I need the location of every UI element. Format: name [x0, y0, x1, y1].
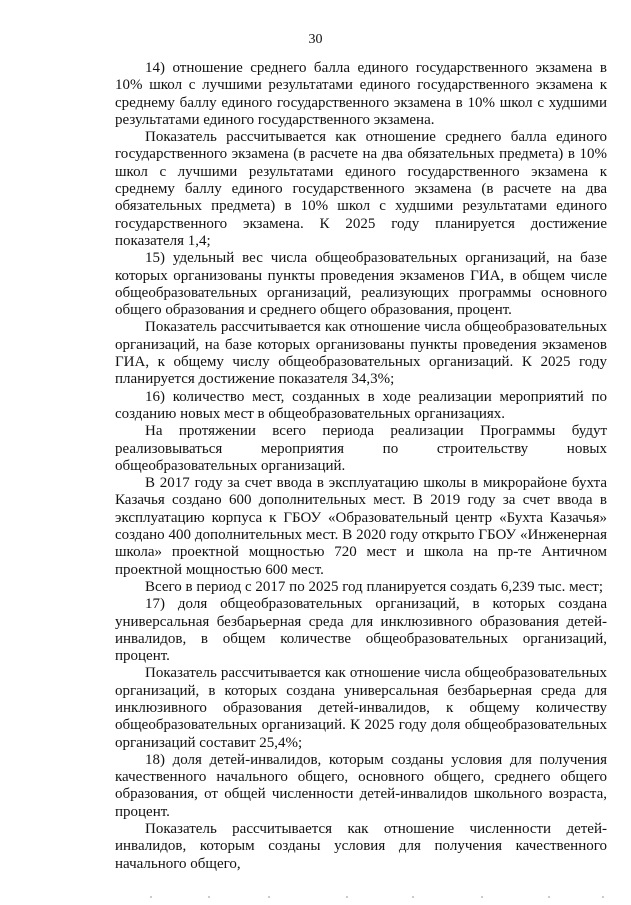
- paragraph-indicator-17: 17) доля общеобразовательных организаций, в которых создана универсальная безбарьерная среда для инклюзивного образования детей-инвалидов, в общем количестве общеобразовательных организаций, процент.: [115, 596, 607, 665]
- paragraph-indicator-18: 18) доля детей-инвалидов, которым созданы условия для получения качественного начального общего, основного общего, среднего общего образования, от общей численности детей-инвалидов школьного возраста, процент.: [115, 751, 607, 820]
- paragraph-indicator-15-method: Показатель рассчитывается как отношение числа общеобразовательных организаций, на базе которых организованы пункты проведения экзаменов ГИА, к общему числу общеобразовательных организаций. К 2025 году планируется достижение показателя 34,3%;: [115, 319, 607, 388]
- paragraph-new-places-history: В 2017 году за счет ввода в эксплуатацию школы в микрорайоне бухта Казачья создано 600 дополнительных мест. В 2019 году за счет ввода в эксплуатацию корпуса к ГБОУ «Образовательный центр «Бухта Казачья» создано 400 дополнительных мест. В 2020 году открыто ГБОУ «Инженерная школа» проектной мощностью 720 мест и школа на пр-те Античном проектной мощностью 600 мест.: [115, 475, 607, 578]
- paragraph-indicator-15: 15) удельный вес числа общеобразовательных организаций, на базе которых организованы пункты проведения экзаменов ГИА, в общем числе общеобразовательных организаций, реализующих программы основного общего образования и среднего общего образования, процент.: [115, 250, 607, 319]
- scan-artifact-dots: [150, 896, 620, 902]
- page-number: 30: [308, 32, 323, 47]
- paragraph-indicator-14-method: Показатель рассчитывается как отношение среднего балла единого государственного экзамена (в расчете на два обязательных предмета) в 10% школ с лучшими результатами единого государственного экзамена к среднему баллу единого государственного экзамена (в расчете на два обязательных предмета) в 10% школ с худшими результатами единого государственного экзамена. К 2025 году планируется достижение показателя 1,4;: [115, 129, 607, 249]
- document-body: [115, 60, 607, 873]
- paragraph-total-places: Всего в период с 2017 по 2025 год планируется создать 6,239 тыс. мест;: [145, 578, 604, 595]
- paragraph-program-construction: На протяжении всего периода реализации Программы будут реализовываться мероприятия по строительству новых общеобразовательных организаций.: [115, 423, 607, 474]
- paragraph-indicator-17-method: Показатель рассчитывается как отношение числа общеобразовательных организаций, в которых создана универсальная безбарьерная среда для инклюзивного образования детей-инвалидов, к общему количеству общеобразовательных организаций. К 2025 году доля общеобразовательных организаций составит 25,4%;: [115, 665, 607, 751]
- paragraph-indicator-18-method: Показатель рассчитывается как отношение численности детей-инвалидов, которым созданы условия для получения качественного начального общего,: [115, 821, 607, 872]
- paragraph-indicator-14: 14) отношение среднего балла единого государственного экзамена в 10% школ с лучшими результатами единого государственного экзамена к среднему баллу единого государственного экзамена в 10% школ с худшими результатами единого государственного экзамена.: [115, 60, 607, 128]
- paragraph-indicator-16: 16) количество мест, созданных в ходе реализации мероприятий по созданию новых мест в общеобразовательных организациях.: [115, 388, 607, 422]
